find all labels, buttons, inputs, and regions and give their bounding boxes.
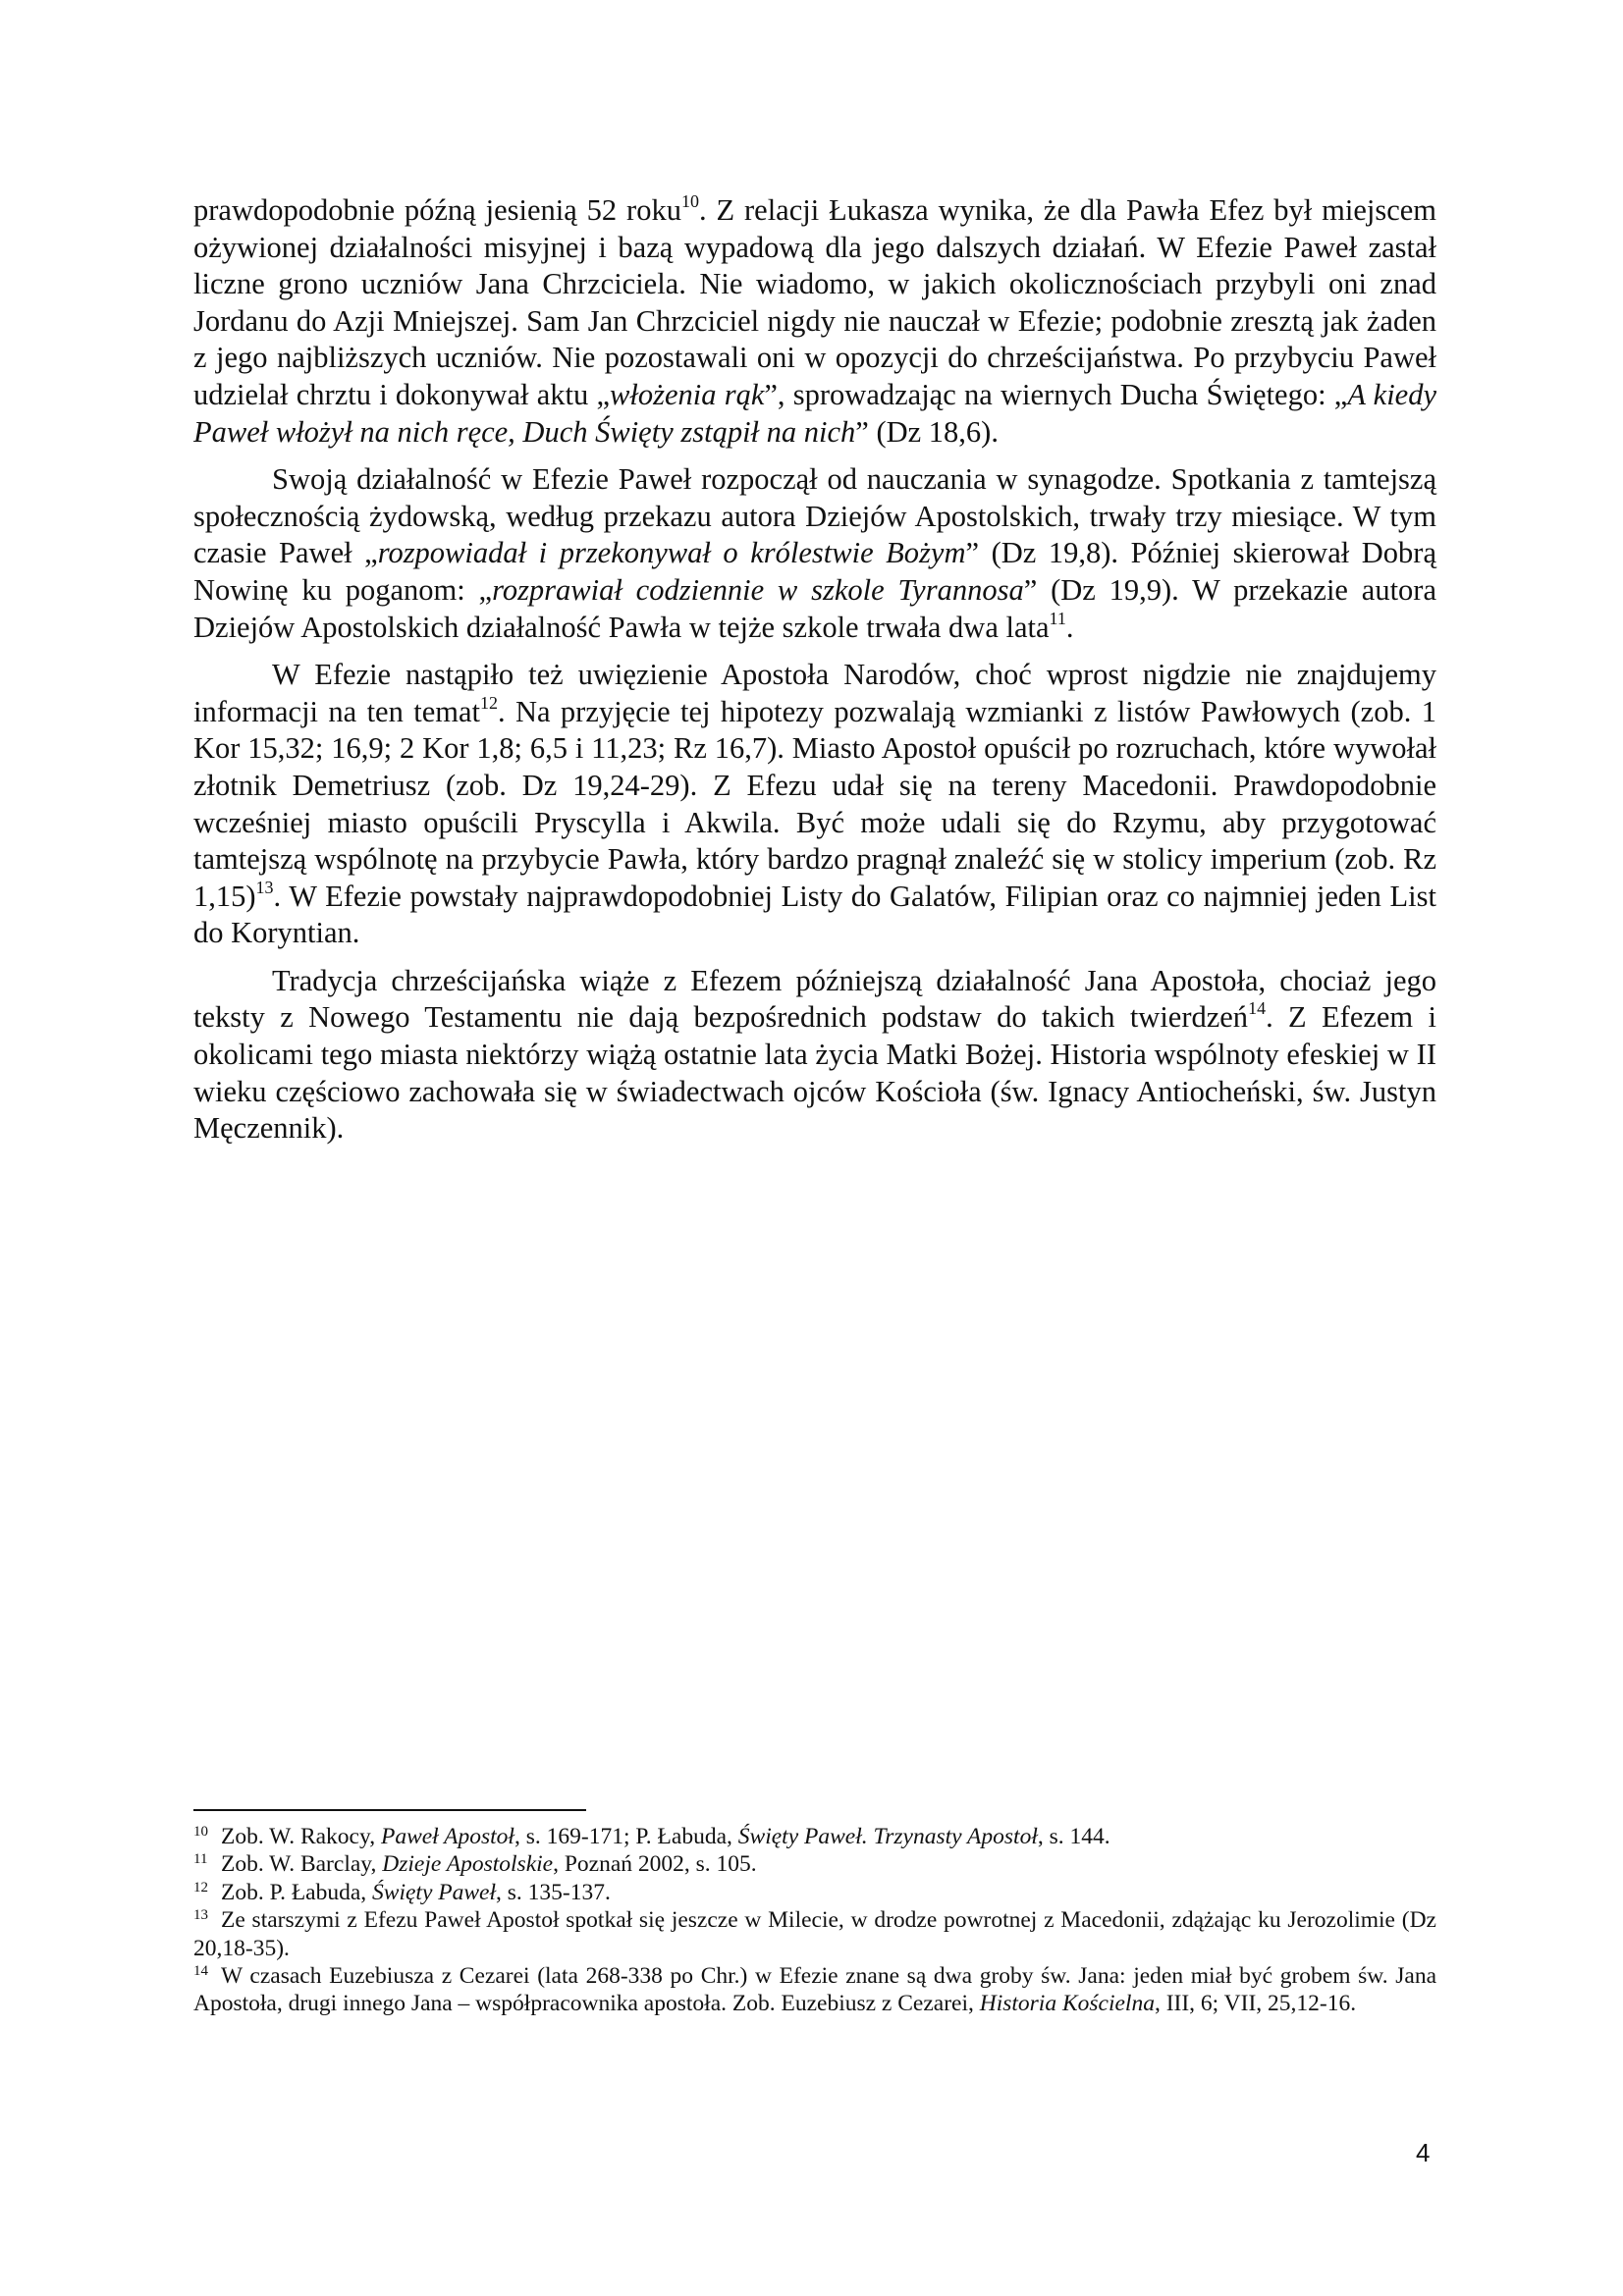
- footnote-reference-14[interactable]: 14: [1248, 998, 1267, 1019]
- text-run: Zob. P. Łabuda,: [221, 1879, 373, 1905]
- text-run: ” (Dz 19,8). Później skierował Dobrą Nowinę ku poganom: „: [193, 536, 1436, 607]
- text-run: Zob. W. Barclay,: [221, 1851, 383, 1878]
- text-run: ” (Dz 18,6).: [855, 414, 999, 449]
- footnote-reference-11[interactable]: 11: [1049, 608, 1066, 628]
- footnote-10: 10 Zob. W. Rakocy, Paweł Apostoł, s. 169-171; P. Łabuda, Święty Paweł. Trzynasty Apostoł, s. 144.: [193, 1824, 1110, 1849]
- paragraph: [193, 657, 1436, 952]
- italic-text: Święty Paweł. Trzynasty Apostoł: [737, 1824, 1038, 1849]
- footnote-13: 13 Ze starszymi z Efezu Paweł Apostoł spotkał się jeszcze w Milecie, w drodze powrotnej z Macedonii, zdążając ku Jerozolimie (Dz 20,18-35).: [193, 1907, 1436, 1961]
- footnote-reference-13[interactable]: 13: [255, 877, 274, 897]
- paragraph: [193, 192, 1436, 451]
- text-run: , s. 135-137.: [496, 1879, 611, 1905]
- footnote-14: 14 W czasach Euzebiusza z Cezarei (lata 268-338 po Chr.) w Efezie znane są dwa groby św. Jana: jeden miał być grobem św. Jana Apostoła, drugi innego Jana – współpracownika apostoła. Zob. Euzebiusz z Cezarei, Historia Kościelna, III, 6; VII, 25,12-16.: [193, 1963, 1436, 2017]
- italic-text: rozpowiadał i przekonywał o królestwie Bożym: [377, 536, 966, 570]
- text-run: .: [1065, 610, 1074, 644]
- footnotes-section: [193, 1809, 1436, 2018]
- footnote-reference-12[interactable]: 12: [479, 692, 498, 713]
- footnote-list: [193, 1823, 1436, 2018]
- text-run: Zob. W. Rakocy,: [221, 1824, 381, 1849]
- italic-text: Historia Kościelna: [979, 1991, 1155, 2017]
- text-run: , Poznań 2002, s. 105.: [553, 1851, 757, 1878]
- body-text: [193, 192, 1436, 1158]
- text-run: Ze starszymi z Efezu Paweł Apostoł spotkał się jeszcze w Milecie, w drodze powrotnej z Macedonii, zdążając ku Jerozolimie (Dz 20,18-35).: [193, 1907, 1436, 1961]
- text-run: W czasach Euzebiusza z Cezarei (lata 268-338 po Chr.) w Efezie znane są dwa groby św. Jana: jeden miał być grobem św. Jana Apostoła, drugi innego Jana – współpracownika apostoła. Zob. Euzebiusz z Cezarei,: [193, 1963, 1436, 2017]
- text-run: Tradycja chrześcijańska wiąże z Efezem późniejszą działalność Jana Apostoła, chociaż jego teksty z Nowego Testamentu nie dają bezpośrednich podstaw do takich twierdzeń: [193, 963, 1436, 1035]
- text-run: Swoją działalność w Efezie Paweł rozpoczął od nauczania w synagodze. Spotkania z tamtejszą społecznością żydowską, według przekazu autora Dziejów Apostolskich, trwały trzy miesiące. W tym czasie Paweł „: [193, 462, 1436, 570]
- page-number: 4: [1416, 2138, 1431, 2167]
- italic-text: A kiedy Paweł włożył na nich ręce, Duch Święty zstąpił na nich: [193, 377, 1436, 449]
- footnote-reference-10[interactable]: 10: [680, 191, 699, 211]
- text-run: . Na przyjęcie tej hipotezy pozwalają wzmianki z listów Pawłowych (zob. 1 Kor 15,32; 16,9; 2 Kor 1,8; 6,5 i 11,23; Rz 16,7). Miasto Apostoł opuścił po rozruchach, które wywołał złotnik Demetriusz (zob. Dz 19,24-29). Z Efezu udał się na tereny Macedonii. Prawdopodobnie wcześniej miasto opuścili Pryscylla i Akwila. Być może udali się do Rzymu, aby przygotować tamtejszą wspólnotę na przybycie Pawła, który bardzo pragnął znaleźć się w stolicy imperium (zob. Rz 1,15): [193, 694, 1436, 913]
- italic-text: włożenia rąk: [610, 377, 765, 411]
- text-run: . Z Efezem i okolicami tego miasta niektórzy wiążą ostatnie lata życia Matki Bożej. Historia wspólnoty efeskiej w II wieku częściowo zachowała się w świadectwach ojców Kościoła (św. Ignacy Antiocheński, św. Justyn Męczennik).: [193, 1000, 1436, 1146]
- text-run: . Z relacji Łukasza wynika, że dla Pawła Efez był miejscem ożywionej działalności misyjnej i bazą wypadową dla jego dalszych działań. W Efezie Paweł zastał liczne grono uczniów Jana Chrzciciela. Nie wiadomo, w jakich okolicznościach przybyli oni znad Jordanu do Azji Mniejszej. Sam Jan Chrzciciel nigdy nie nauczał w Efezie; podobnie zresztą jak żaden z jego najbliższych uczniów. Nie pozostawali oni w opozycji do chrześcijaństwa. Po przybyciu Paweł udzielał chrztu i dokonywał aktu „: [193, 193, 1436, 411]
- text-run: prawdopodobnie późną jesienią 52 roku: [193, 193, 681, 227]
- text-run: ” (Dz 19,9). W przekazie autora Dziejów Apostolskich działalność Pawła w tejże szkole trwała dwa lata: [193, 572, 1436, 644]
- italic-text: Dzieje Apostolskie: [382, 1851, 554, 1878]
- footnote-separator: [193, 1809, 586, 1811]
- italic-text: Święty Paweł: [372, 1879, 497, 1905]
- text-run: , s. 169-171; P. Łabuda,: [514, 1824, 738, 1849]
- italic-text: rozprawiał codziennie w szkole Tyrannosa: [492, 572, 1024, 607]
- text-run: W Efezie nastąpiło też uwięzienie Apostoła Narodów, choć wprost nigdzie nie znajdujemy informacji na ten temat: [193, 658, 1436, 728]
- paragraph: [193, 963, 1436, 1148]
- paragraph: [193, 461, 1436, 646]
- italic-text: Paweł Apostoł: [380, 1824, 514, 1849]
- text-run: . W Efezie powstały najprawdopodobniej Listy do Galatów, Filipian oraz co najmniej jeden List do Koryntian.: [193, 879, 1436, 950]
- text-run: , s. 144.: [1037, 1824, 1110, 1849]
- footnote-11: 11 Zob. W. Barclay, Dzieje Apostolskie, Poznań 2002, s. 105.: [193, 1851, 757, 1878]
- footnote-12: 12 Zob. P. Łabuda, Święty Paweł, s. 135-137.: [193, 1879, 611, 1905]
- text-run: ”, sprowadzając na wiernych Ducha Świętego: „: [764, 377, 1348, 411]
- text-run: , III, 6; VII, 25,12-16.: [1154, 1991, 1357, 2017]
